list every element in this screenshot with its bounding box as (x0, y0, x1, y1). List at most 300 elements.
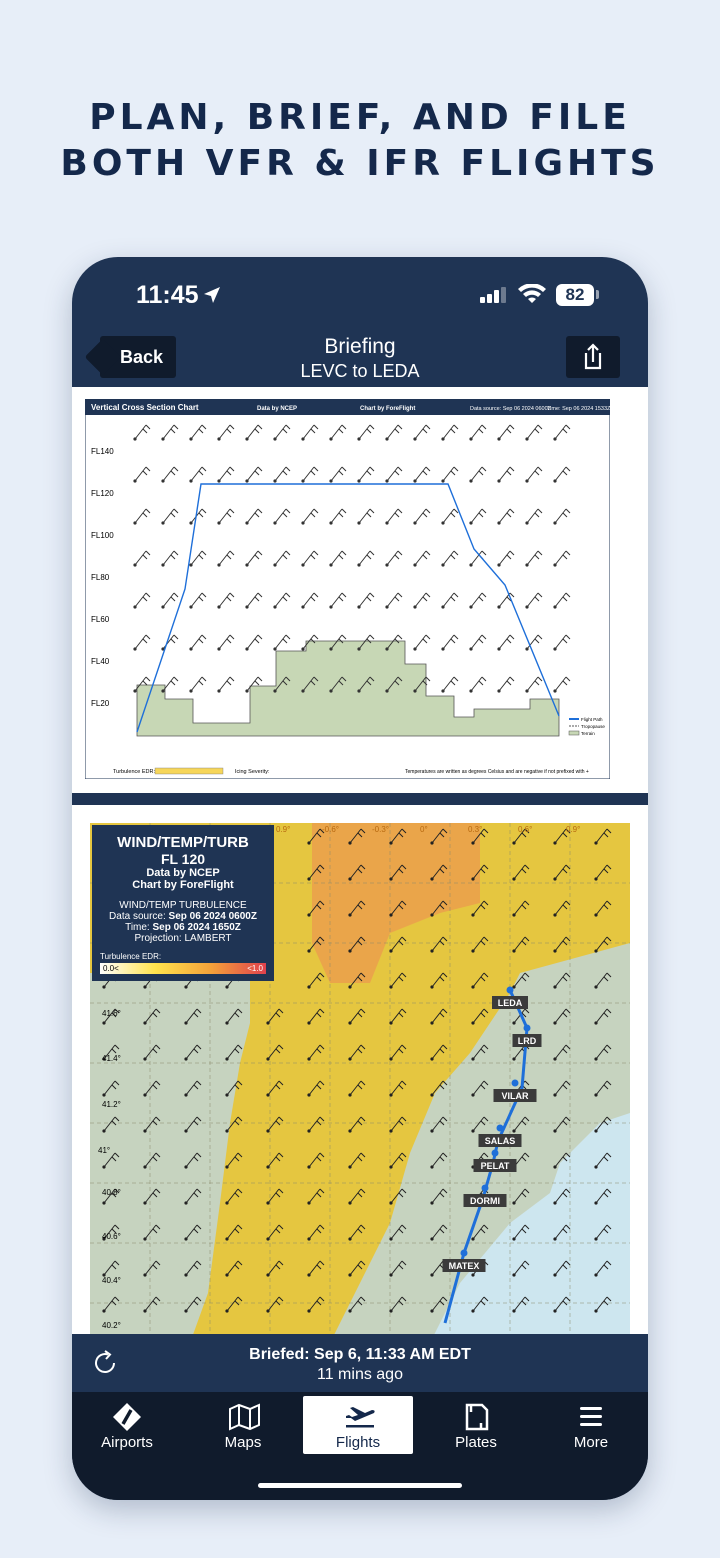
map-legend (92, 825, 274, 981)
wind-barb-dot (471, 1129, 474, 1132)
wind-barb-dot (357, 605, 360, 608)
wind-barb-dot (469, 605, 472, 608)
wind-barb-dot (161, 479, 164, 482)
wind-barb-dot (273, 689, 276, 692)
wind-barb-dot (348, 1129, 351, 1132)
wind-barb-dot (469, 437, 472, 440)
vertical-cross-section-chart[interactable] (85, 399, 610, 779)
legend-item: Tropopause (581, 724, 605, 729)
wind-barb-dot (594, 841, 597, 844)
wind-barb-dot (594, 949, 597, 952)
wind-barb-dot (184, 985, 187, 988)
wind-barb-dot (307, 1057, 310, 1060)
wind-barb-dot (143, 1201, 146, 1204)
wind-barb-dot (133, 521, 136, 524)
wind-barb-dot (430, 1165, 433, 1168)
wind-barb-dot (389, 1057, 392, 1060)
wind-barb-dot (389, 841, 392, 844)
wind-barb-dot (161, 605, 164, 608)
wind-barb-dot (307, 1309, 310, 1312)
map-chart-by: Chart by ForeFlight (132, 879, 234, 891)
wind-barb-dot (348, 949, 351, 952)
wind-barb-dot (348, 1309, 351, 1312)
wind-barb-dot (348, 1201, 351, 1204)
wind-barb-dot (348, 1273, 351, 1276)
wind-barb-dot (512, 1201, 515, 1204)
wind-barb-dot (143, 1093, 146, 1096)
wind-barb-dot (469, 521, 472, 524)
lat-label: 41° (98, 1146, 111, 1155)
wind-barb-dot (594, 1129, 597, 1132)
xsec-turb-label: Turbulence EDR: (113, 769, 155, 775)
edr-label: Turbulence EDR: (100, 952, 162, 961)
wind-barb-dot (413, 647, 416, 650)
wind-barb-dot (266, 1273, 269, 1276)
xsec-title: Vertical Cross Section Chart (91, 403, 199, 412)
wind-barb-dot (189, 479, 192, 482)
wind-barb-dot (471, 1093, 474, 1096)
wind-barb-dot (389, 1273, 392, 1276)
wind-barb-dot (301, 437, 304, 440)
wind-barb-dot (430, 985, 433, 988)
wind-barb-dot (512, 1237, 515, 1240)
wind-barb-dot (512, 1129, 515, 1132)
wind-barb-dot (184, 1273, 187, 1276)
wind-barb-dot (512, 1309, 515, 1312)
wind-barb-dot (189, 563, 192, 566)
waypoint-dot (512, 1080, 519, 1087)
wind-barb-dot (430, 1273, 433, 1276)
xsec-data-by: Data by NCEP (257, 406, 298, 412)
wind-barb-dot (471, 1273, 474, 1276)
wind-barb-dot (430, 1237, 433, 1240)
wind-barb-dot (594, 1057, 597, 1060)
wind-barb-dot (553, 1309, 556, 1312)
legend-item: Terrain (581, 731, 595, 736)
lat-label: 41.2° (102, 1100, 121, 1109)
wind-barb-dot (133, 563, 136, 566)
wind-barb-dot (217, 521, 220, 524)
wind-barb-dot (357, 647, 360, 650)
headline-line-1: PLAN, BRIEF, AND FILE (89, 97, 631, 138)
headline-line-2: BOTH VFR & IFR FLIGHTS (60, 143, 660, 184)
flights-icon (343, 1402, 377, 1432)
wind-barb-dot (184, 1057, 187, 1060)
wind-barb-dot (553, 949, 556, 952)
wind-barb-dot (553, 877, 556, 880)
wind-barb-dot (217, 605, 220, 608)
wind-barb-dot (389, 1309, 392, 1312)
wind-barb-dot (553, 1165, 556, 1168)
wind-barb-dot (497, 605, 500, 608)
battery-indicator: 82 (556, 284, 594, 306)
wind-barb-dot (385, 647, 388, 650)
wind-barb-dot (266, 1237, 269, 1240)
airports-icon (112, 1402, 142, 1432)
tab-maps[interactable] (188, 1396, 298, 1454)
maps-icon (228, 1402, 262, 1432)
wind-barb-dot (553, 1201, 556, 1204)
wind-barb-dot (389, 1129, 392, 1132)
wind-barb-dot (301, 479, 304, 482)
wind-barb-dot (102, 985, 105, 988)
wind-barb-dot (389, 877, 392, 880)
wind-barb-dot (133, 437, 136, 440)
wind-barb-dot (389, 1237, 392, 1240)
wind-barb-dot (441, 479, 444, 482)
level-label: FL120 (91, 489, 114, 498)
level-label: FL20 (91, 699, 110, 708)
phone-frame (72, 257, 648, 1500)
waypoint-dot (524, 1025, 531, 1032)
waypoint-label: LEDA (497, 998, 523, 1008)
lat-label: 41.4° (102, 1054, 121, 1063)
wind-barb-dot (469, 689, 472, 692)
wind-barb-dot (161, 521, 164, 524)
wind-barb-dot (471, 1237, 474, 1240)
wind-barb-dot (307, 1129, 310, 1132)
wind-barb-dot (273, 437, 276, 440)
briefed-ago: 11 mins ago (317, 1366, 403, 1383)
wind-barb-dot (266, 1165, 269, 1168)
wind-barb-dot (307, 1273, 310, 1276)
temp-label: 0° (420, 825, 428, 834)
wind-barb-dot (594, 877, 597, 880)
data-source-label: Data source: (109, 911, 166, 922)
wind-barb-dot (329, 647, 332, 650)
tab-label: Airports (101, 1434, 153, 1451)
wind-barb-dot (133, 605, 136, 608)
level-label: FL140 (91, 447, 114, 456)
map-data-source (92, 911, 274, 922)
share-button[interactable] (566, 336, 620, 378)
waypoint-dot (461, 1250, 468, 1257)
xsec-icing-label: Icing Severity: (235, 769, 270, 775)
wind-barb-dot (245, 605, 248, 608)
wind-barb-dot (413, 521, 416, 524)
wind-barb-dot (273, 479, 276, 482)
wind-barb-dot (143, 1057, 146, 1060)
wind-barb-dot (184, 1309, 187, 1312)
wind-barb-dot (357, 437, 360, 440)
wind-barb-dot (329, 605, 332, 608)
wind-barb-dot (413, 605, 416, 608)
wind-barb-dot (225, 1237, 228, 1240)
wind-barb-dot (184, 1201, 187, 1204)
wind-barb-dot (307, 949, 310, 952)
map-level: FL 120 (160, 851, 206, 867)
wind-barb-dot (497, 521, 500, 524)
wind-barb-dot (348, 913, 351, 916)
wind-barb-dot (594, 1201, 597, 1204)
wind-barb-dot (441, 521, 444, 524)
wind-barb-dot (133, 689, 136, 692)
wind-barb-dot (553, 521, 556, 524)
data-source-value: Sep 06 2024 0600Z (168, 911, 257, 922)
wind-barb-dot (133, 479, 136, 482)
wind-barb-dot (184, 1021, 187, 1024)
tab-label: Flights (335, 1434, 381, 1451)
wind-barb-dot (301, 689, 304, 692)
wind-barb-dot (512, 841, 515, 844)
wind-barb-dot (430, 1021, 433, 1024)
wind-barb-dot (329, 479, 332, 482)
wind-barb-dot (329, 689, 332, 692)
wind-barb-dot (389, 1021, 392, 1024)
wind-barb-dot (471, 1309, 474, 1312)
wind-barb-dot (553, 1273, 556, 1276)
wind-barb-dot (143, 1021, 146, 1024)
wind-barb-dot (301, 521, 304, 524)
wind-barb-dot (217, 479, 220, 482)
wind-barb-dot (225, 985, 228, 988)
lat-label: 40.8° (102, 1188, 121, 1197)
tab-plates[interactable] (421, 1396, 531, 1454)
wind-barb-dot (273, 647, 276, 650)
wind-barb-dot (184, 1237, 187, 1240)
map-time (92, 922, 274, 933)
wind-barb-dot (553, 479, 556, 482)
wind-barb-dot (143, 1129, 146, 1132)
tab-label: More (573, 1434, 609, 1451)
wind-barb-dot (441, 605, 444, 608)
wind-barb-dot (471, 877, 474, 880)
wind-barb-dot (266, 1057, 269, 1060)
wind-barb-dot (143, 1165, 146, 1168)
wind-barb-dot (497, 479, 500, 482)
wind-barb-dot (102, 1201, 105, 1204)
wind-barb-dot (471, 985, 474, 988)
wind-barb-dot (161, 689, 164, 692)
wind-barb-dot (266, 1309, 269, 1312)
wind-barb-dot (389, 913, 392, 916)
wind-barb-dot (525, 647, 528, 650)
wind-barb-dot (189, 689, 192, 692)
tab-airports[interactable] (72, 1396, 182, 1454)
xsec-time: Time: Sep 06 2024 1533Z (547, 406, 610, 412)
wind-barb-dot (307, 841, 310, 844)
wind-barb-dot (553, 913, 556, 916)
wind-barb-dot (225, 1273, 228, 1276)
wind-barb-dot (594, 1093, 597, 1096)
wind-barb-dot (307, 877, 310, 880)
wind-barb-dot (161, 563, 164, 566)
wind-barb-dot (273, 605, 276, 608)
wind-barb-dot (266, 1129, 269, 1132)
waypoint-label: VILAR (501, 1091, 529, 1101)
wind-barb-dot (441, 437, 444, 440)
wind-barb-dot (348, 1237, 351, 1240)
status-bar (72, 257, 648, 333)
wind-barb-dot (430, 877, 433, 880)
wind-barb-dot (143, 985, 146, 988)
wind-barb-dot (553, 689, 556, 692)
temp-label: 0.9° (276, 825, 291, 834)
route-subtitle: LEVC to LEDA (300, 361, 420, 381)
wind-barb-dot (594, 985, 597, 988)
wind-barb-dot (307, 1201, 310, 1204)
wind-barb-dot (389, 1201, 392, 1204)
tab-label: Plates (455, 1434, 497, 1451)
wind-barb-dot (525, 563, 528, 566)
wind-barb-dot (385, 479, 388, 482)
headline (0, 95, 720, 187)
wind-barb-dot (301, 605, 304, 608)
edr-max: <1.0 (247, 964, 263, 973)
page-title: Briefing (324, 335, 396, 358)
wind-barb-dot (512, 877, 515, 880)
wind-barb-dot (471, 841, 474, 844)
lat-label: 40.4° (102, 1276, 121, 1285)
wind-barb-dot (301, 647, 304, 650)
briefed-time: Briefed: Sep 6, 11:33 AM EDT (249, 1346, 471, 1363)
wind-barb-dot (553, 1129, 556, 1132)
wind-barb-dot (512, 1273, 515, 1276)
wind-barb-dot (385, 689, 388, 692)
wind-barb-dot (273, 563, 276, 566)
wind-barb-dot (102, 1309, 105, 1312)
wind-barb-dot (307, 1021, 310, 1024)
wind-barb-dot (430, 1057, 433, 1060)
waypoint-label: LRD (517, 1036, 537, 1046)
waypoint-dot (497, 1125, 504, 1132)
wind-barb-dot (357, 521, 360, 524)
wind-barb-dot (594, 1273, 597, 1276)
xsec-chart-by: Chart by ForeFlight (360, 406, 416, 412)
temp-label: 0.6° (518, 825, 533, 834)
wind-barb-dot (385, 437, 388, 440)
more-icon (576, 1402, 606, 1432)
wind-barb-dot (245, 647, 248, 650)
wind-barb-dot (525, 479, 528, 482)
wind-barb-dot (273, 521, 276, 524)
wind-barb-dot (512, 913, 515, 916)
wind-barb-dot (469, 479, 472, 482)
wind-barb-dot (225, 1165, 228, 1168)
wind-barb-dot (307, 985, 310, 988)
home-indicator (258, 1483, 462, 1488)
wind-barb-dot (525, 521, 528, 524)
wind-barb-dot (594, 1309, 597, 1312)
wind-barb-dot (413, 563, 416, 566)
edr-scale (100, 963, 266, 974)
briefing-content[interactable] (72, 387, 648, 1334)
time-value: Sep 06 2024 1650Z (152, 922, 241, 933)
wind-barb-dot (553, 841, 556, 844)
temp-label: 0.3° (468, 825, 483, 834)
wind-barb-dot (245, 563, 248, 566)
wind-barb-dot (266, 1201, 269, 1204)
waypoint-dot (492, 1150, 499, 1157)
wind-barb-dot (225, 1201, 228, 1204)
wind-barb-dot (471, 1057, 474, 1060)
wind-barb-dot (266, 1093, 269, 1096)
waypoint-dot (507, 987, 514, 994)
wind-barb-dot (357, 479, 360, 482)
map-projection: Projection: LAMBERT (134, 933, 232, 944)
wind-barb-dot (245, 437, 248, 440)
wind-barb-dot (430, 1309, 433, 1312)
wind-barb-dot (348, 1021, 351, 1024)
wind-barb-dot (102, 1129, 105, 1132)
map-data-by: Data by NCEP (146, 867, 220, 879)
wind-barb-dot (307, 1093, 310, 1096)
wind-barb-dot (385, 605, 388, 608)
wind-barb-dot (307, 1237, 310, 1240)
wind-barb-dot (161, 437, 164, 440)
temp-label: -0.6° (322, 825, 339, 834)
wind-barb-dot (497, 437, 500, 440)
wind-barb-dot (594, 1165, 597, 1168)
wind-barb-dot (441, 647, 444, 650)
level-label: FL40 (91, 657, 110, 666)
wind-barb-dot (189, 605, 192, 608)
waypoint-dot (482, 1185, 489, 1192)
wind-barb-dot (301, 563, 304, 566)
temp-label: 0.9° (566, 825, 581, 834)
wind-barb-dot (184, 1165, 187, 1168)
wind-barb-dot (348, 985, 351, 988)
wind-barb-dot (245, 521, 248, 524)
wind-barb-dot (512, 1057, 515, 1060)
wind-barb-dot (348, 877, 351, 880)
wind-barb-dot (307, 1165, 310, 1168)
level-label: FL80 (91, 573, 110, 582)
wind-barb-dot (430, 841, 433, 844)
wind-barb-dot (430, 1201, 433, 1204)
wind-barb-dot (385, 563, 388, 566)
wind-barb-dot (225, 1093, 228, 1096)
wind-barb-dot (389, 1093, 392, 1096)
wind-barb-dot (348, 1057, 351, 1060)
tab-more[interactable] (536, 1396, 646, 1454)
wind-barb-dot (389, 1165, 392, 1168)
lat-label: 40.6° (102, 1232, 121, 1241)
tab-bar (72, 1392, 648, 1500)
wind-barb-dot (217, 689, 220, 692)
wind-barb-dot (184, 1093, 187, 1096)
section-divider (72, 793, 648, 805)
map-title: WIND/TEMP/TURB (117, 834, 249, 851)
wind-barb-dot (189, 521, 192, 524)
wind-barb-dot (357, 563, 360, 566)
wind-barb-dot (512, 949, 515, 952)
wifi-icon (518, 284, 546, 304)
wind-barb-dot (102, 1165, 105, 1168)
wind-barb-dot (143, 1237, 146, 1240)
location-arrow-icon (202, 285, 222, 305)
wind-barb-dot (329, 437, 332, 440)
wind-barb-dot (413, 689, 416, 692)
wind-barb-dot (225, 1057, 228, 1060)
legend-item: Flight Path (581, 717, 603, 722)
wind-barb-dot (225, 1021, 228, 1024)
wind-barb-dot (471, 1021, 474, 1024)
edr-min: 0.0< (103, 964, 119, 973)
wind-barb-dot (217, 437, 220, 440)
wind-barb-dot (266, 1021, 269, 1024)
wind-barb-dot (102, 1021, 105, 1024)
wind-barb-dot (143, 1309, 146, 1312)
lat-label: 41.6° (102, 1009, 121, 1018)
wind-barb-dot (553, 1057, 556, 1060)
refresh-icon[interactable] (90, 1348, 120, 1378)
wind-barb-dot (184, 1129, 187, 1132)
time-label: Time: (125, 922, 150, 933)
wind-barb-dot (469, 563, 472, 566)
tab-flights[interactable] (303, 1396, 413, 1454)
wind-barb-dot (329, 563, 332, 566)
